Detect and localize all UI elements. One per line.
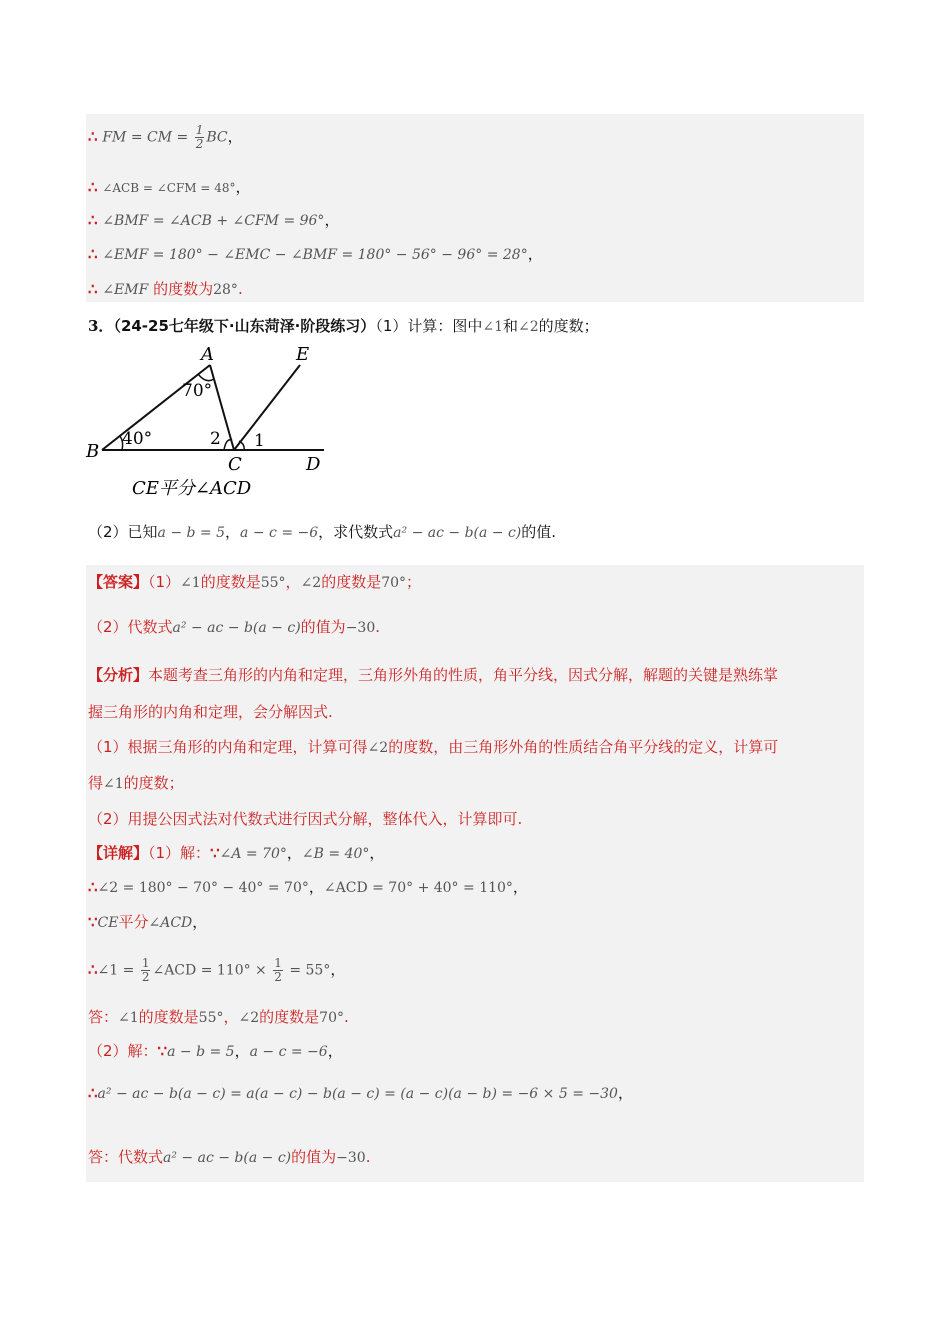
fraction-half: $\frac{1}{2}$ [141, 956, 150, 984]
line-ba [102, 365, 213, 450]
detail-line-3: ∵CE平分∠ACD， [88, 913, 208, 931]
prev-line-5: ∴ ∠EMF 的度数为28°. [88, 280, 243, 298]
detail-line-2: ∴∠2 = 180° − 70° − 40° = 70°，∠ACD = 70° + 40° = 110°， [88, 878, 528, 896]
analysis-line-4: 得∠1的度数； [88, 774, 184, 792]
detail-line-6: ∴a² − ac − b(a − c) = a(a − c) − b(a − c) = (a − c)(a − b) = −6 × 5 = −30， [88, 1084, 633, 1102]
detail-line-4: ∴∠1 = $\frac{1}{2}$ ∠ACD = 110° × $\frac{1}{2}$ = 55°， [88, 956, 346, 984]
detail-answer-1: 答：∠1的度数是55°，∠2的度数是70°. [88, 1008, 349, 1026]
analysis-line-1: 【分析】本题考查三角形的内角和定理，三角形外角的性质，角平分线，因式分解，解题的关键是熟练掌 [88, 666, 779, 684]
analysis-line-5: （2）用提公因式法对代数式进行因式分解，整体代入，计算即可. [88, 810, 523, 828]
label-40: 40° [122, 429, 153, 449]
arc-a [198, 374, 214, 381]
line-ce [234, 365, 300, 450]
label-b: B [86, 441, 100, 462]
prev-line-2: ∴ ∠ACB = ∠CFM = 48°， [88, 178, 251, 196]
figure-caption: CE平分∠ACD [132, 478, 252, 499]
label-c: C [228, 454, 242, 475]
answer-line-2: （2）代数式a² − ac − b(a − c)的值为−30. [88, 618, 381, 636]
analysis-line-2: 握三角形的内角和定理，会分解因式. [88, 703, 333, 721]
label-d: D [306, 454, 321, 475]
triangle-figure [84, 340, 344, 505]
analysis-line-3: （1）根据三角形的内角和定理，计算可得∠2的度数，由三角形外角的性质结合角平分线的定义，计算可 [88, 738, 779, 756]
label-70: 70° [182, 381, 213, 401]
label-e: E [296, 344, 310, 365]
question-header: 3．（24-25七年级下·山东菏泽·阶段练习）（1）计算：图中∠1和∠2的度数； [88, 317, 599, 335]
detail-final-answer: 答：代数式a² − ac − b(a − c)的值为−30. [88, 1148, 371, 1166]
prev-line-3: ∴ ∠BMF = ∠ACB + ∠CFM = 96°， [88, 211, 340, 229]
answer-line-1: 【答案】（1）∠1的度数是55°，∠2的度数是70°； [88, 573, 422, 591]
prev-line-4: ∴ ∠EMF = 180° − ∠EMC − ∠BMF = 180° − 56° − 96° = 28°， [88, 245, 543, 263]
label-a: A [201, 344, 214, 365]
fraction-half: $\frac{1}{2}$ [274, 956, 282, 984]
label-1: 1 [254, 431, 265, 451]
detail-line-1: 【详解】（1）解：∵∠A = 70°，∠B = 40°， [88, 844, 385, 862]
detail-line-5: （2）解：∵a − b = 5，a − c = −6， [88, 1042, 343, 1060]
label-2: 2 [210, 429, 221, 449]
question-part-2: （2）已知a − b = 5，a − c = −6，求代数式a² − ac − b(a − c)的值. [88, 523, 557, 541]
fraction-half: $\frac{1}{2}$ [195, 123, 204, 151]
prev-line-1: ∴ FM = CM = $\frac{1}{2}$ BC， [88, 123, 243, 151]
